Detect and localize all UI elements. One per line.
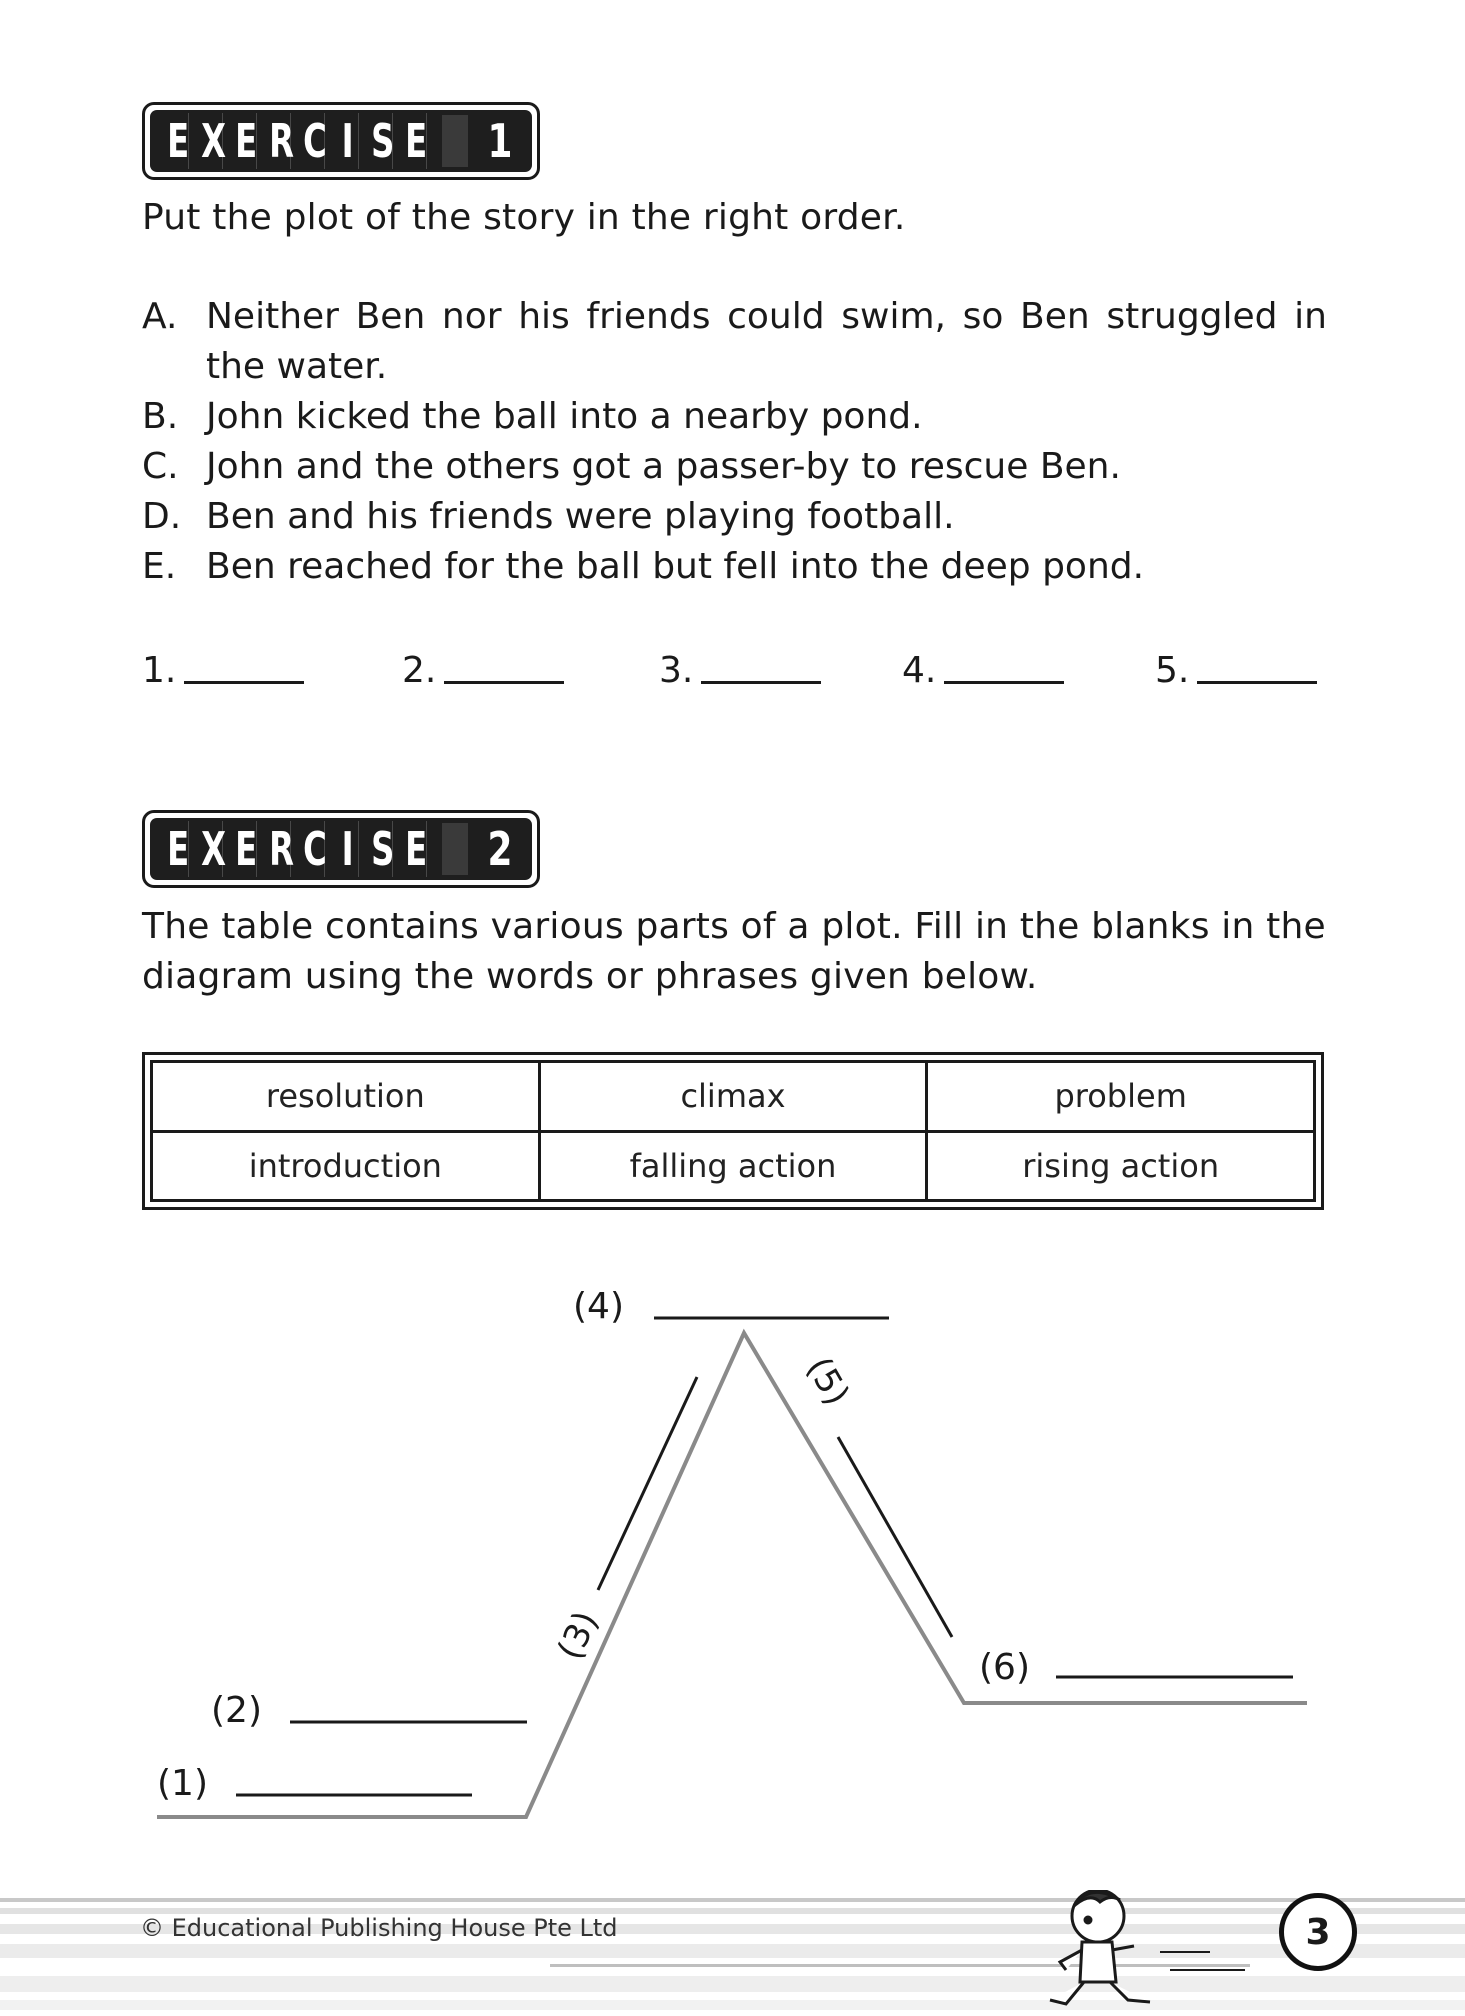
plot-text: Ben and his friends were playing football. <box>206 496 955 537</box>
badge-letter: I <box>337 113 359 169</box>
badge-letter: S <box>371 822 395 876</box>
badge-letter: C <box>303 822 327 876</box>
exercise-2-instruction-line-1: The table contains various parts of a plot. Fill in the blanks in the <box>142 906 1326 947</box>
diagram-label-1: (1) <box>157 1763 208 1804</box>
plot-letter: E. <box>142 546 177 587</box>
plot-mountain-line <box>157 1333 1307 1817</box>
plot-text: Ben reached for the ball but fell into the deep pond. <box>206 546 1145 587</box>
answer-number: 5. <box>1155 650 1190 691</box>
table-cell: problem <box>927 1062 1315 1132</box>
badge-letter: X <box>201 822 226 876</box>
copyright-text: © Educational Publishing House Pte Ltd <box>140 1914 618 1942</box>
table-cell: resolution <box>152 1062 540 1132</box>
diagram-label-6: (6) <box>979 1647 1030 1688</box>
badge-letter: E <box>167 114 190 168</box>
plot-text: John and the others got a passer-by to rescue Ben. <box>206 446 1121 487</box>
table-cell: rising action <box>927 1131 1315 1201</box>
badge-letter: C <box>303 114 327 168</box>
table-cell: introduction <box>152 1131 540 1201</box>
badge-letter: X <box>201 114 226 168</box>
blank-line-5[interactable] <box>838 1437 952 1637</box>
answer-number: 2. <box>402 650 437 691</box>
diagram-label-2: (2) <box>211 1690 262 1731</box>
exercise-2-number: 2 <box>487 822 513 876</box>
badge-letter: E <box>235 114 258 168</box>
blank-line-3[interactable] <box>598 1377 697 1590</box>
plot-text: Neither Ben nor his friends could swim, so Ben struggled in the water. <box>206 296 1327 387</box>
plot-letter: C. <box>142 446 179 487</box>
diagram-label-5: (5) <box>798 1350 857 1413</box>
badge-letter: R <box>269 114 294 168</box>
badge-letter: E <box>405 114 428 168</box>
table-cell: falling action <box>539 1131 927 1201</box>
badge-letter: S <box>371 114 395 168</box>
badge-letter: E <box>235 822 258 876</box>
exercise-2-instruction-line-2: diagram using the words or phrases given below. <box>142 956 1038 997</box>
answer-number: 1. <box>142 650 177 691</box>
diagram-label-3: (3) <box>549 1605 607 1666</box>
table-cell: climax <box>539 1062 927 1132</box>
badge-letter: R <box>269 822 294 876</box>
exercise-1-number: 1 <box>487 114 513 168</box>
plot-letter: A. <box>142 296 178 337</box>
diagram-label-4: (4) <box>573 1286 624 1327</box>
plot-letter: B. <box>142 396 179 437</box>
plot-letter: D. <box>142 496 182 537</box>
answer-number: 4. <box>902 650 937 691</box>
badge-letter: E <box>167 822 190 876</box>
footer-band <box>0 1890 1465 2016</box>
badge-letter: I <box>337 821 359 877</box>
answer-number: 3. <box>659 650 694 691</box>
badge-letter: E <box>405 822 428 876</box>
plot-text: John kicked the ball into a nearby pond. <box>206 396 923 437</box>
exercise-1-instruction: Put the plot of the story in the right order. <box>142 197 906 238</box>
page-number: 3 <box>1279 1893 1357 1971</box>
